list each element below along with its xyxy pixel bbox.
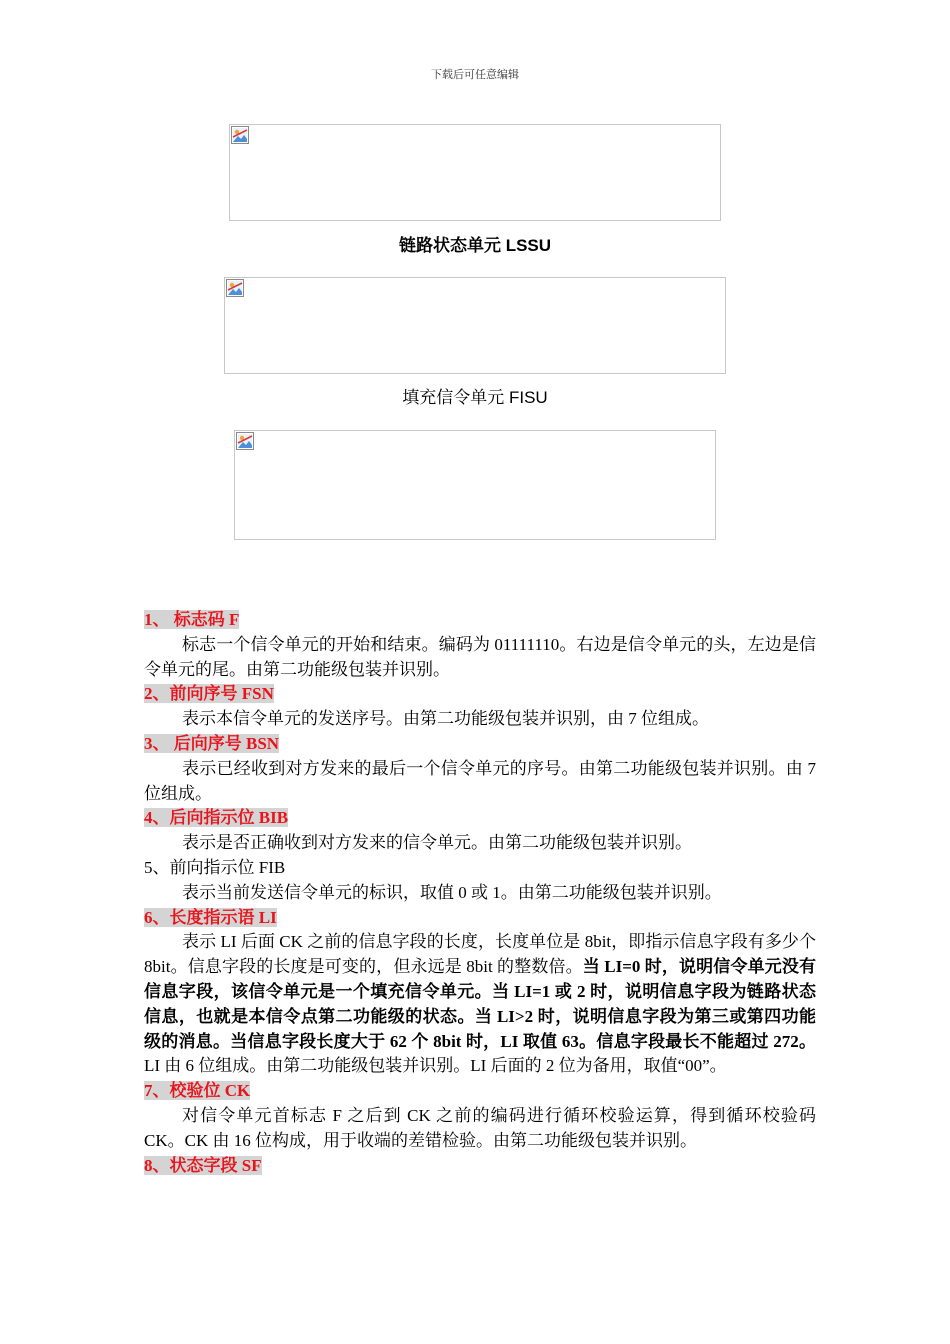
- figure-caption-2: 填充信令单元 FISU: [402, 388, 548, 407]
- section-body-fib: 表示当前发送信令单元的标识，取值 0 或 1。由第二功能级包装并识别。: [182, 882, 722, 902]
- section-heading-ck: 7、校验位 CK: [144, 1081, 251, 1101]
- section-body-ck: 对信令单元首标志 F 之后到 CK 之前的编码进行循环校验运算，得到循环校验码 CK。CK 由 16 位构成，用于收端的差错检验。由第二功能级包装并识别。: [144, 1105, 816, 1150]
- page-header: 下载后可任意编辑: [431, 69, 519, 81]
- section-body-flag: 标志一个信令单元的开始和结束。编码为 01111110。右边是信令单元的头，左边是信令单元的尾。由第二功能级包装并识别。: [144, 634, 816, 679]
- figure-image-2: [224, 277, 726, 374]
- section-heading-fsn: 2、前向序号 FSN: [144, 684, 274, 704]
- figure-image-1: [229, 124, 721, 221]
- broken-image-icon: [231, 126, 249, 144]
- section-body-bsn: 表示已经收到对方发来的最后一个信令单元的序号。由第二功能级包装并识别。由 7 位组成。: [144, 758, 816, 803]
- section-heading-fib: 5、前向指示位 FIB: [144, 857, 286, 877]
- section-body-fsn: 表示本信令单元的发送序号。由第二功能级包装并识别，由 7 位组成。: [182, 709, 709, 729]
- section-heading-bib: 4、后向指示位 BIB: [144, 808, 289, 828]
- broken-image-icon: [226, 279, 244, 297]
- section-heading-flag: 1、 标志码 F: [144, 610, 240, 629]
- section-heading-bsn: 3、 后向序号 BSN: [144, 733, 280, 753]
- figure-image-3: [234, 430, 716, 540]
- section-body-li: 表示 LI 后面 CK 之前的信息字段的长度，长度单位是 8bit，即指示信息字段有多少个 8bit。信息字段的长度是可变的，但永远是 8bit 的整数倍。当 LI=0 时，说明信令单元没有信息字段，该信令单元是一个填充信令单元。当 LI=1 或 2 时，说明信息字段为链路状态信息，也就是本信令点第二功能级的状态。当 LI>2 时，说明信息字段为第三或第四功能级的消息。当信息字段长度大于 62 个 8bit 时，LI 取值 63。信息字段最长不能超过 272。LI 由 6 位组成。由第二功能级包装并识别。LI 后面的 2 位为备用，取值“00”。: [144, 932, 816, 1076]
- figure-caption-1: 链路状态单元 LSSU: [398, 236, 552, 255]
- document-body: [144, 608, 816, 1178]
- section-body-bib: 表示是否正确收到对方发来的信令单元。由第二功能级包装并识别。: [182, 833, 692, 853]
- broken-image-icon: [236, 432, 254, 450]
- section-heading-li: 6、长度指示语 LI: [144, 907, 277, 927]
- section-heading-sf: 8、状态字段 SF: [144, 1155, 262, 1175]
